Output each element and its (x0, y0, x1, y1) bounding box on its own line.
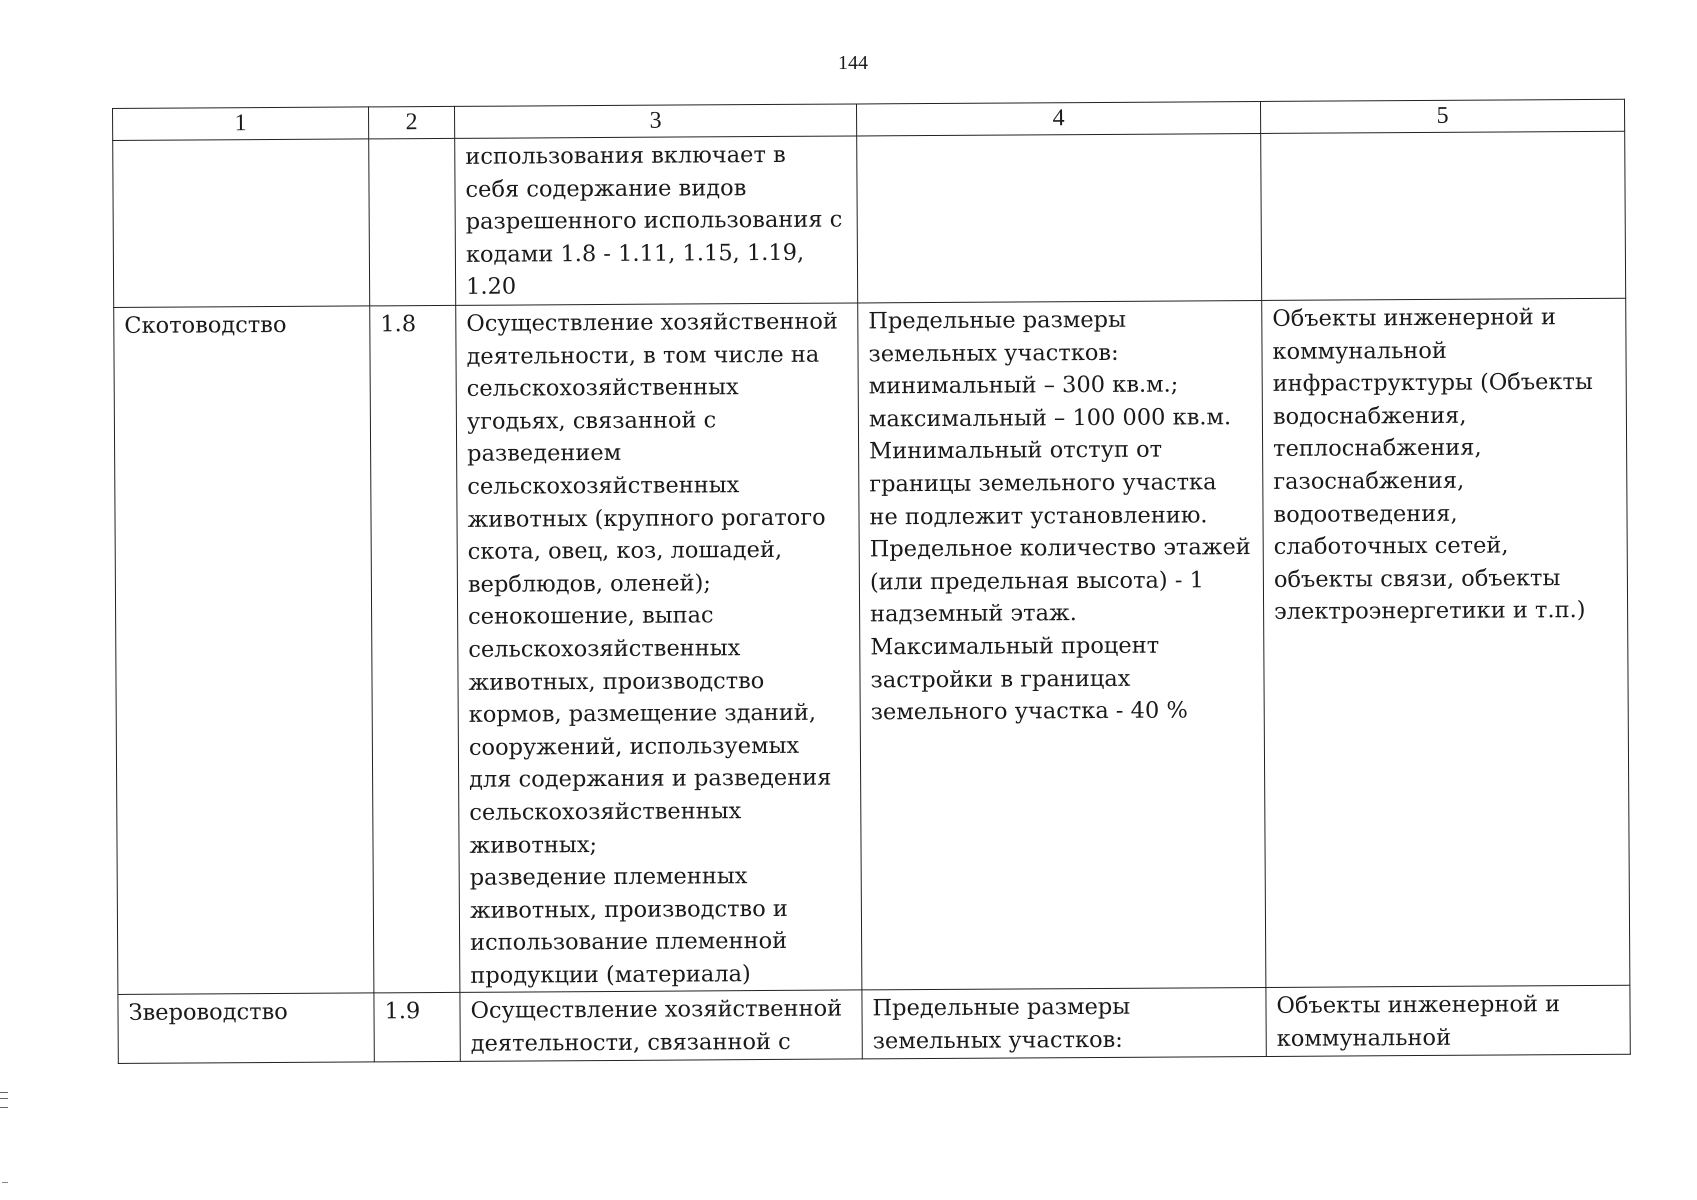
column-header-3: 3 (454, 104, 856, 138)
cell-parameters-text: Предельные размеры земельных участков: (872, 994, 1131, 1055)
cell-name (118, 993, 374, 1064)
cell-description-text: Осуществление хозяйственной деятельности, связанной с (470, 996, 843, 1057)
column-header-1: 1 (113, 107, 369, 141)
cell-code (374, 993, 460, 1063)
page-number: 144 (838, 52, 868, 74)
scan-artifact-dash (2, 1182, 8, 1183)
table-row-cattle-breeding (114, 298, 1630, 995)
column-header-4: 4 (856, 101, 1260, 135)
cell-objects-text: Объекты инженерной и коммунальной (1276, 991, 1561, 1052)
scan-artifact-mark (0, 1092, 8, 1108)
table-row-continuation (113, 131, 1626, 307)
cell-code-text: 1.9 (384, 998, 421, 1025)
column-header-5: 5 (1260, 99, 1624, 133)
cell-description: использования включает в себя содержание видов разрешенного использования с кодами 1.8 - 1.11, 1.15, 1.19, 1.20 (455, 136, 858, 305)
cell-parameters (862, 988, 1266, 1059)
table-row-fur-farming (118, 986, 1630, 1064)
cell-objects: Объекты инженерной и коммунальной инфраструктуры (Объекты водоснабжения, теплоснабжения, газоснабжения, водоотведения, слаботочных сетей, объекты связи, объекты электроэнергетики и т.п.) (1262, 298, 1630, 988)
cell-code: 1.8 (370, 305, 460, 993)
cell-objects (1261, 131, 1626, 300)
cell-code (369, 138, 456, 306)
cell-name: Скотоводство (114, 306, 374, 995)
cell-description: Осуществление хозяйственной деятельности, в том числе на сельскохозяйственных угодьях, связанной с разведением сельскохозяйственных животных (крупного рогатого скота, овец, коз, лошадей, верблюдов, оленей); сенокошение, выпас сельскохозяйственных животных, производство кормов, размещение зданий, сооружений, используемых для содержания и разведения сельскохозяйственных животных; разведение племенных животных, производство и использование племенной продукции (материала) (456, 303, 862, 993)
cell-parameters (857, 133, 1262, 302)
cell-objects (1266, 986, 1630, 1057)
column-header-2: 2 (368, 106, 454, 139)
cell-parameters: Предельные размеры земельных участков: минимальный – 300 кв.м.; максимальный – 100 000 кв.м. Минимальный отступ от границы земельного участка не подлежит установлению. Предельное количество этажей (или предельная высота) - 1 надземный этаж. Максимальный процент застройки в границах земельного участка - 40 % (858, 300, 1266, 990)
land-use-table (112, 99, 1631, 1065)
cell-description (460, 990, 862, 1061)
cell-name-text: Звероводство (128, 999, 288, 1027)
cell-name (113, 139, 370, 308)
